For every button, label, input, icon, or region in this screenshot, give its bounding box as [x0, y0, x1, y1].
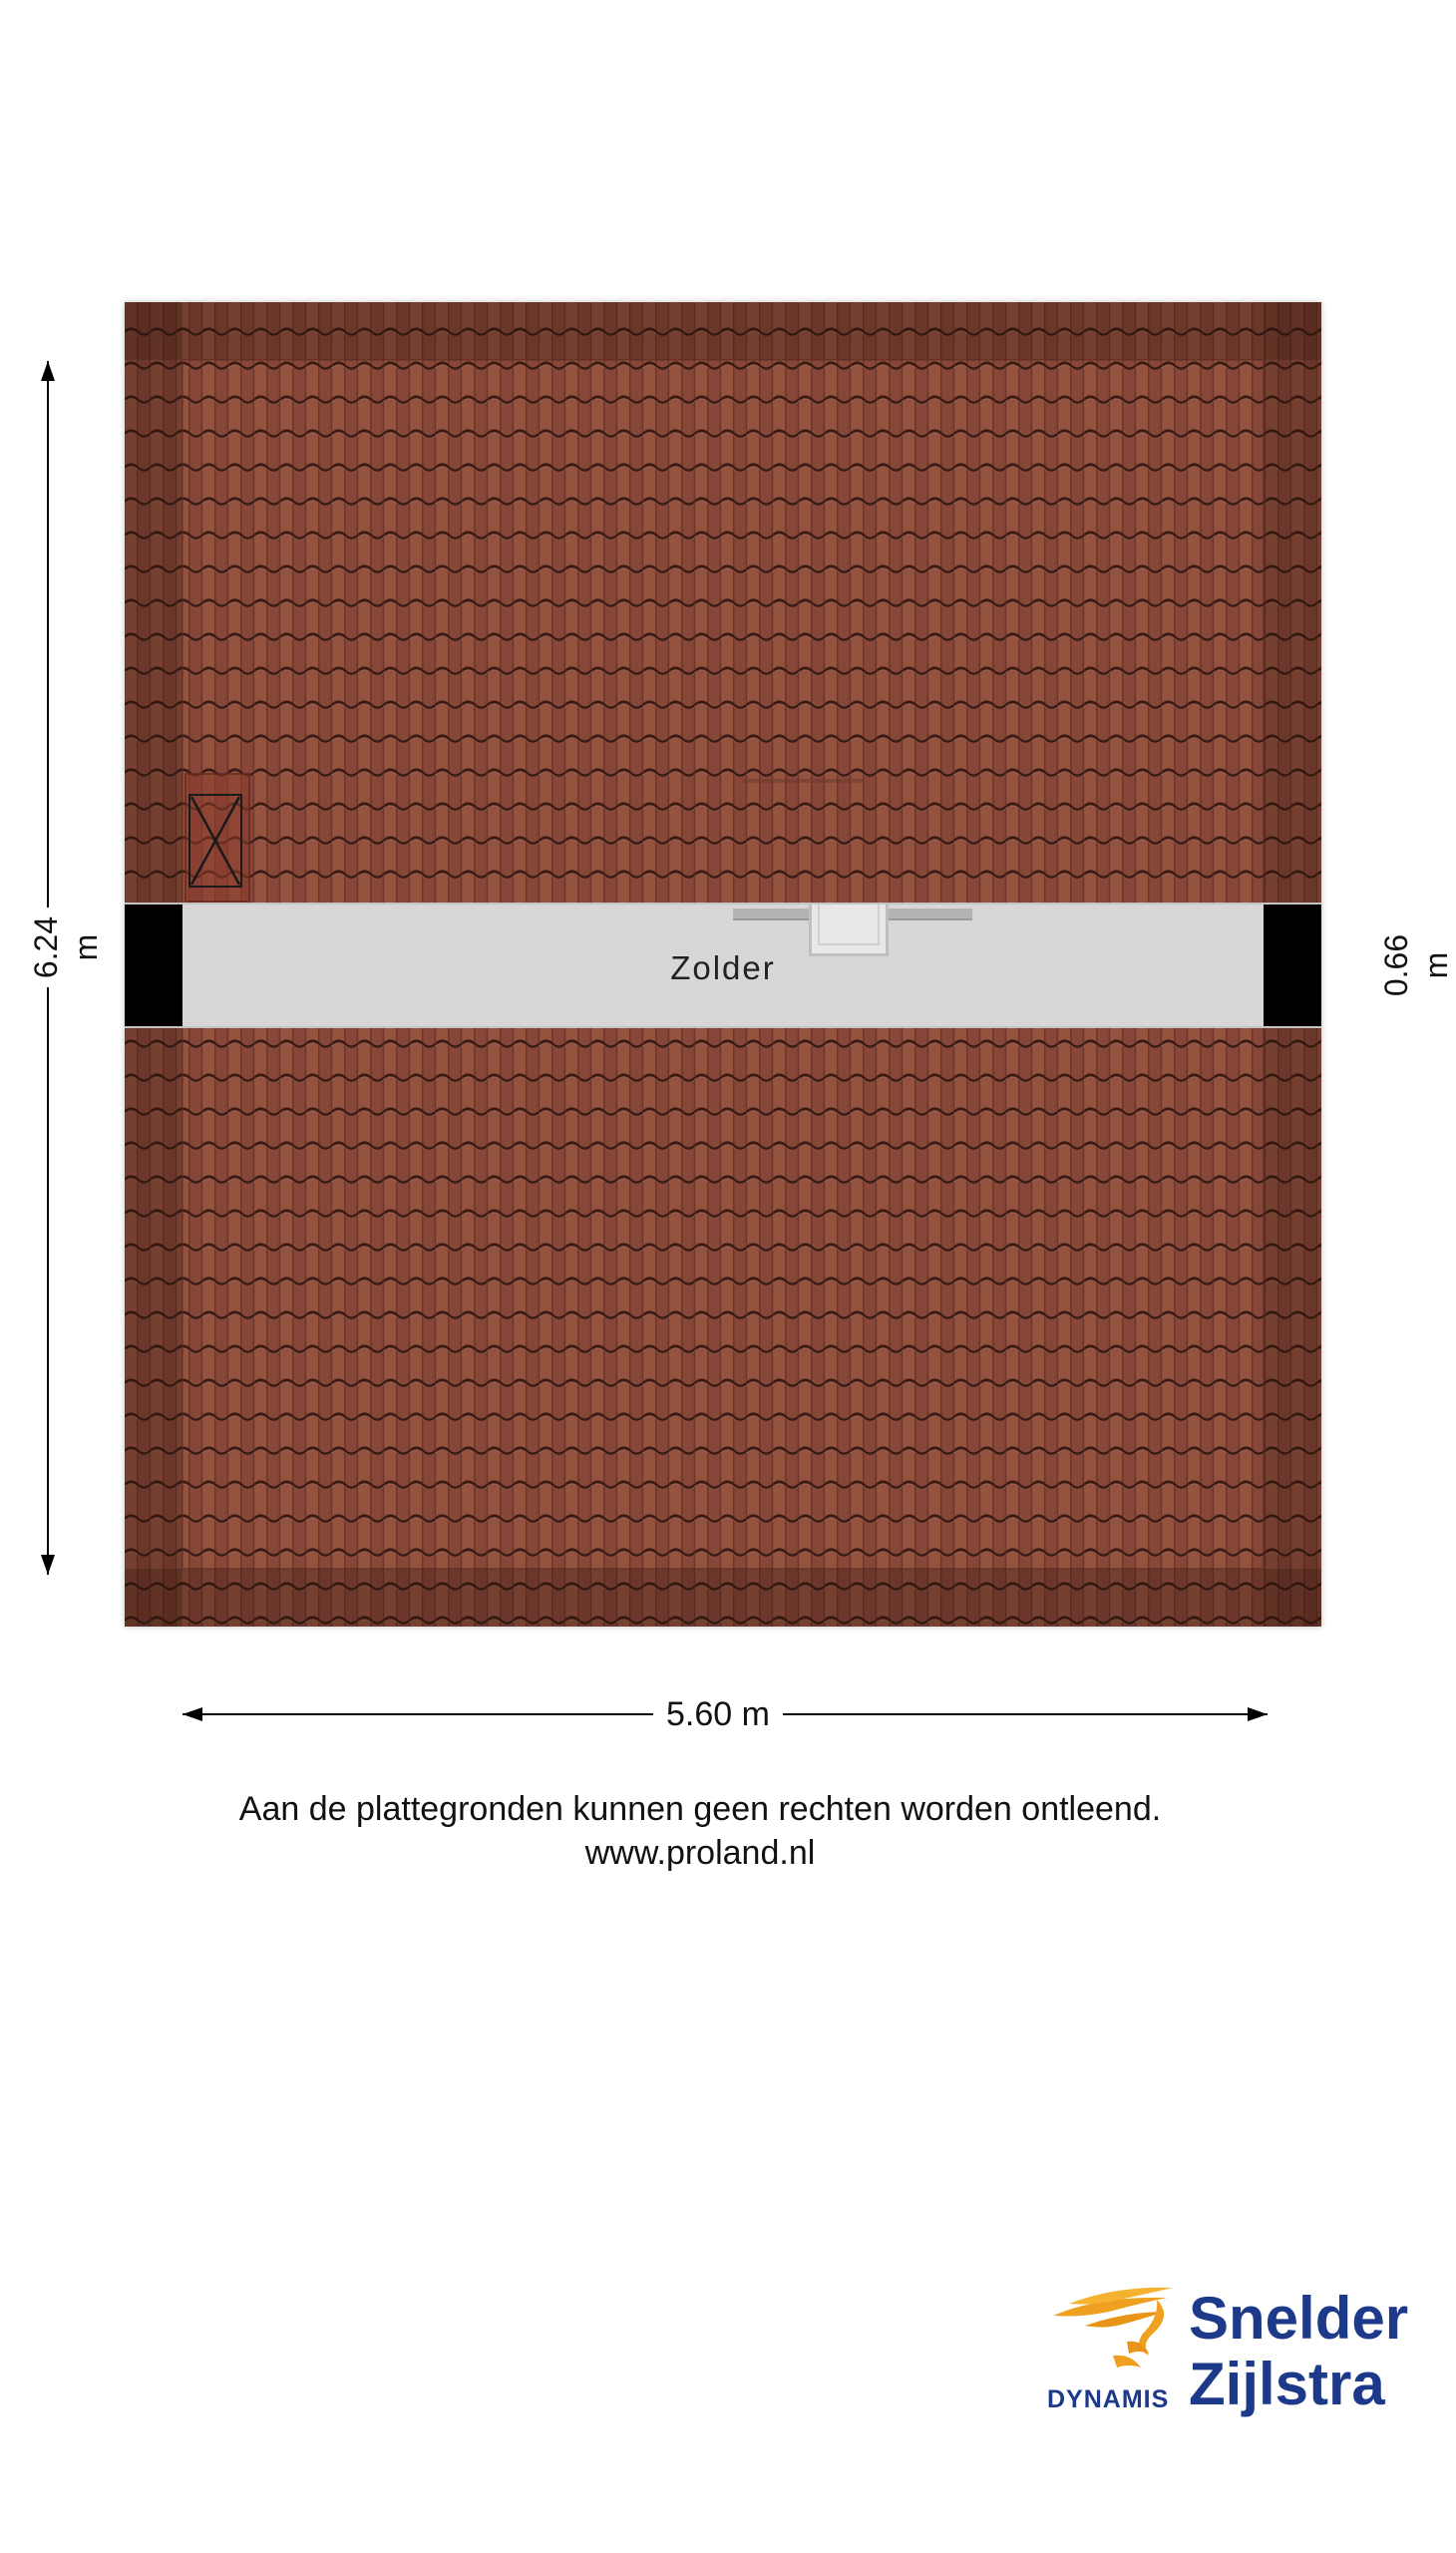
dynamis-swoosh-icon — [1049, 2282, 1179, 2381]
disclaimer-website: www.proland.nl — [584, 1834, 816, 1872]
logo-name-line2: Zijlstra — [1189, 2351, 1385, 2417]
brand-logo — [1047, 2274, 1416, 2423]
attic-floor — [125, 903, 1321, 1028]
dimension-height-label: 6.24 m — [26, 908, 66, 987]
disclaimer — [0, 1787, 1400, 1875]
room-label: Zolder — [670, 949, 776, 986]
logo-name-line1: Snelder — [1189, 2285, 1409, 2352]
logo-subbrand: DYNAMIS — [1047, 2385, 1170, 2413]
disclaimer-text: Aan de plattegronden kunnen geen rechten worden ontleend. — [238, 1790, 1162, 1828]
dimension-width-label: 5.60 m — [653, 1692, 783, 1736]
roof-window — [184, 773, 250, 903]
dimension-section-label: 0.66 m — [1378, 933, 1454, 997]
logo-name — [1189, 2286, 1408, 2417]
